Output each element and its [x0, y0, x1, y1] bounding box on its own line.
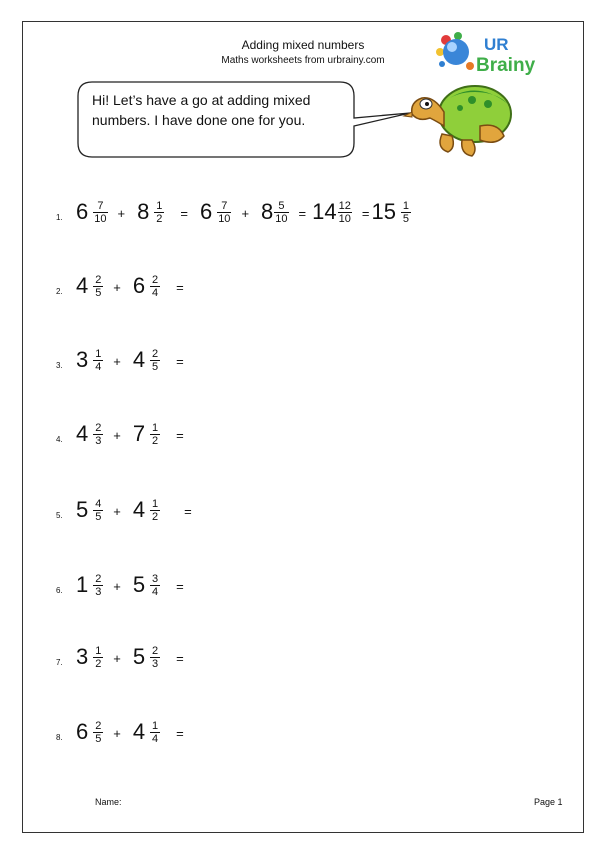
whole-part: 7 — [132, 421, 146, 446]
mixed-number — [133, 348, 170, 373]
mixed-number — [261, 200, 299, 225]
mixed-number — [200, 200, 242, 225]
plus-sign: + — [113, 725, 121, 741]
plus-sign: + — [113, 427, 121, 443]
denominator: 10 — [275, 212, 288, 225]
fraction — [150, 422, 160, 447]
mixed-number — [133, 573, 170, 598]
numerator: 1 — [152, 719, 159, 732]
denominator: 4 — [152, 732, 159, 745]
equals-sign: = — [176, 650, 184, 666]
whole-part: 4 — [132, 719, 146, 744]
fraction — [93, 274, 103, 299]
numerator: 5 — [278, 199, 285, 212]
numerator: 4 — [95, 497, 102, 510]
numerator: 2 — [95, 421, 102, 434]
mixed-number — [76, 498, 113, 523]
whole-part: 3 — [76, 347, 89, 372]
logo-text-top: UR — [484, 35, 509, 54]
equals-sign: = — [176, 279, 184, 295]
numerator: 7 — [97, 199, 104, 212]
worksheet-title: Adding mixed numbers — [241, 38, 365, 52]
mixed-number — [133, 498, 170, 523]
equals-sign: = — [176, 725, 184, 741]
denominator: 10 — [94, 212, 107, 225]
numerator: 1 — [95, 644, 102, 657]
whole-part: 8 — [137, 199, 150, 224]
denominator: 3 — [95, 585, 102, 598]
numerator: 1 — [152, 497, 159, 510]
numerator: 2 — [152, 347, 159, 360]
mixed-number — [133, 645, 170, 670]
question-number: 2. — [56, 286, 63, 296]
mixed-number — [76, 720, 113, 745]
denominator: 2 — [156, 212, 163, 225]
fraction — [93, 422, 103, 447]
fraction — [93, 573, 103, 598]
fraction — [93, 645, 103, 670]
name-label: Name: — [95, 797, 122, 807]
fraction — [150, 274, 160, 299]
denominator: 5 — [402, 212, 409, 225]
whole-part: 8 — [261, 199, 274, 224]
denominator: 2 — [152, 510, 159, 523]
fraction — [150, 498, 160, 523]
denominator: 10 — [218, 212, 231, 225]
turtle-mascot-icon — [400, 82, 520, 162]
denominator: 5 — [152, 360, 159, 373]
worksheet-subtitle: Maths worksheets from urbrainy.com — [221, 55, 385, 66]
question-number: 3. — [56, 360, 63, 370]
numerator: 2 — [95, 572, 102, 585]
question-row — [56, 712, 196, 752]
numerator: 2 — [152, 644, 159, 657]
answer-mixed-number — [371, 200, 420, 225]
numerator: 3 — [152, 572, 159, 585]
plus-sign: + — [241, 205, 250, 221]
equals-sign: = — [361, 205, 370, 221]
fraction — [217, 200, 231, 225]
whole-part: 5 — [76, 497, 89, 522]
plus-sign: + — [113, 650, 121, 666]
mixed-number — [76, 645, 113, 670]
whole-part: 4 — [132, 347, 146, 372]
mixed-number — [76, 274, 113, 299]
whole-part: 3 — [76, 644, 89, 669]
numerator: 2 — [95, 273, 102, 286]
question-row — [56, 414, 196, 454]
whole-part: 15 — [371, 199, 396, 224]
fraction — [338, 200, 352, 225]
plus-sign: + — [117, 205, 126, 221]
numerator: 2 — [95, 719, 102, 732]
numerator: 7 — [221, 199, 228, 212]
denominator: 2 — [95, 657, 102, 670]
denominator: 5 — [95, 732, 102, 745]
plus-sign: + — [113, 503, 121, 519]
whole-part: 14 — [312, 199, 337, 224]
fraction — [93, 348, 103, 373]
numerator: 12 — [338, 199, 351, 212]
denominator: 5 — [95, 286, 102, 299]
mixed-number — [76, 573, 113, 598]
fraction — [150, 573, 160, 598]
question-number: 4. — [56, 434, 63, 444]
denominator: 3 — [95, 434, 102, 447]
fraction — [150, 348, 160, 373]
denominator: 4 — [152, 585, 159, 598]
mixed-number — [137, 200, 174, 225]
question-number: 7. — [56, 657, 63, 667]
equals-sign: = — [176, 578, 184, 594]
equals-sign: = — [176, 427, 184, 443]
plus-sign: + — [113, 353, 121, 369]
fraction — [274, 200, 288, 225]
speech-bubble-text: Hi! Let’s have a go at adding mixed numbers. I have done one for you. — [92, 92, 311, 128]
question-row — [56, 565, 196, 605]
whole-part: 4 — [76, 273, 89, 298]
mixed-number — [76, 200, 118, 225]
whole-part: 1 — [76, 572, 89, 597]
denominator: 10 — [338, 212, 351, 225]
mixed-number — [76, 422, 113, 447]
equals-sign: = — [184, 503, 192, 519]
mixed-number — [133, 422, 170, 447]
numerator: 1 — [95, 347, 102, 360]
question-number: 5. — [56, 510, 63, 520]
whole-part: 4 — [76, 421, 89, 446]
question-row — [56, 266, 196, 306]
question-row — [56, 340, 196, 380]
fraction — [150, 645, 160, 670]
question-number: 1. — [56, 212, 63, 222]
whole-part: 5 — [132, 572, 146, 597]
fraction — [93, 498, 103, 523]
numerator: 2 — [152, 273, 159, 286]
numerator: 1 — [402, 199, 409, 212]
numerator: 1 — [156, 199, 163, 212]
whole-part: 6 — [76, 199, 89, 224]
mixed-number — [133, 274, 170, 299]
plus-sign: + — [113, 578, 121, 594]
denominator: 4 — [95, 360, 102, 373]
whole-part: 5 — [132, 644, 146, 669]
question-row — [56, 490, 204, 530]
mixed-number — [312, 200, 362, 225]
equals-sign: = — [180, 205, 188, 221]
denominator: 3 — [152, 657, 159, 670]
equals-sign: = — [176, 353, 184, 369]
numerator: 1 — [152, 421, 159, 434]
question-number: 8. — [56, 732, 63, 742]
fraction — [154, 200, 164, 225]
fraction — [93, 720, 103, 745]
fraction — [150, 720, 160, 745]
whole-part: 4 — [132, 497, 146, 522]
page-number: Page 1 — [534, 797, 563, 807]
mixed-number — [76, 348, 113, 373]
question-row — [56, 637, 196, 677]
equals-sign: = — [298, 205, 307, 221]
denominator: 2 — [152, 434, 159, 447]
fraction — [401, 200, 411, 225]
fraction — [93, 200, 107, 225]
whole-part: 6 — [132, 273, 146, 298]
example-row — [56, 192, 421, 232]
denominator: 5 — [95, 510, 102, 523]
whole-part: 6 — [199, 199, 213, 224]
logo-text-bottom: Brainy — [476, 55, 536, 76]
question-number: 6. — [56, 585, 63, 595]
whole-part: 6 — [76, 719, 89, 744]
denominator: 4 — [152, 286, 159, 299]
plus-sign: + — [113, 279, 121, 295]
mixed-number — [133, 720, 170, 745]
